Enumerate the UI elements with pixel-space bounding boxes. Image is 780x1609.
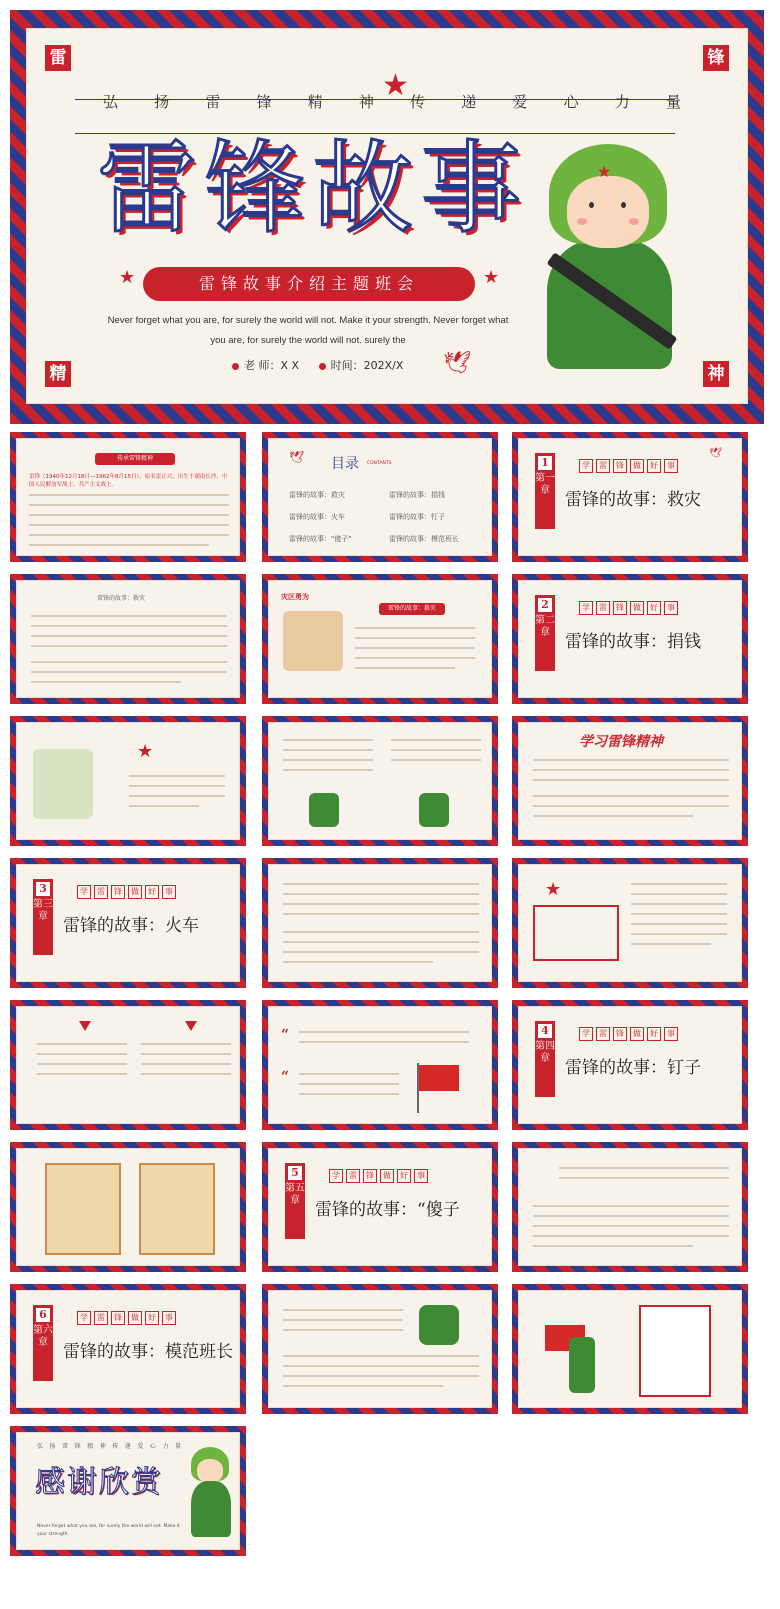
intro-text: 雷锋（1940年12月18日—1962年8月15日），原名雷正兴，出生于湖南长沙，中国人民解放军战士，共产主义战士。 (29, 474, 228, 488)
slide-spirit (512, 716, 748, 846)
toc-item-3[interactable]: 雷锋的故事：火车 (289, 513, 345, 521)
quote-icon: “ (281, 1069, 290, 1085)
cover-paper (26, 28, 748, 404)
eye-icon (589, 202, 594, 208)
soldier-face (567, 176, 649, 248)
slide-story1-image (262, 574, 498, 704)
dot-icon (319, 363, 326, 370)
corner-char-bottom-right: 神 (703, 361, 729, 387)
scroll-panel (45, 1163, 121, 1255)
dove-icon: 🕊 (443, 351, 471, 376)
toc-item-6[interactable]: 雷锋的故事：模范班长 (389, 535, 459, 543)
intro-ribbon: 传承雷锋精神 (95, 453, 175, 465)
soldier-illustration (187, 1447, 233, 1539)
corner-char-top-right: 锋 (703, 45, 729, 71)
toc-title: 目录 (331, 456, 359, 472)
soldier-figure (419, 793, 449, 827)
banner-star-left-icon: ★ (119, 267, 136, 288)
learn-chip: 学 雷 锋 做 好 事 (579, 1027, 678, 1041)
chapter-badge: 3 第三章 (33, 879, 53, 955)
slide-chapter-4 (512, 1000, 748, 1130)
eye-icon (621, 202, 626, 208)
slide-intro (10, 432, 246, 562)
soldiers-image (33, 749, 93, 819)
cheek (577, 218, 587, 225)
chapter-title: 雷锋的故事：救灾 (565, 490, 701, 510)
teacher-line (232, 359, 299, 372)
chapter-title: 雷锋的故事：火车 (63, 916, 199, 936)
slide-story4-a (262, 1000, 498, 1130)
chapter-badge: 5 第五章 (285, 1163, 305, 1239)
thanks-title: 感谢欣赏 (35, 1465, 163, 1500)
slide-story3-a (262, 858, 498, 988)
slide-thanks (10, 1426, 246, 1556)
chapter-title: 雷锋的故事：钉子 (565, 1058, 701, 1078)
time-line (319, 359, 404, 372)
toc-item-1[interactable]: 雷锋的故事：救灾 (289, 491, 345, 499)
flag-icon (419, 1065, 459, 1091)
spirit-title: 学习雷锋精神 (579, 734, 663, 750)
disaster-label: 灾区勇为 (281, 593, 309, 601)
slide-chapter-5 (262, 1142, 498, 1272)
slide-chapter-3 (10, 858, 246, 988)
cover-banner: 雷锋故事介绍主题班会 (143, 267, 475, 301)
thanks-english: Never forget what you are, for surely the world will not. Make it your strength. (37, 1524, 180, 1537)
soldier-figure (309, 793, 339, 827)
chapter-title: 雷锋的故事：捐钱 (565, 632, 701, 652)
chapter-badge: 4 第四章 (535, 1021, 555, 1097)
slide-story1-text (10, 574, 246, 704)
soldier-illustration (537, 144, 687, 374)
slide-chapter-6 (10, 1284, 246, 1414)
learn-chip: 学 雷 锋 做 好 事 (579, 601, 678, 615)
cover-subtitle: 弘扬雷锋精神传递爱心力量 (103, 93, 683, 111)
thanks-subtitle: 弘扬雷锋精神传递爱心力量 (37, 1443, 181, 1450)
slide-story4-b (10, 1142, 246, 1272)
slide-story2-b (262, 716, 498, 846)
slide-chapter-2 (512, 574, 748, 704)
toc-item-2[interactable]: 雷锋的故事：捐钱 (389, 491, 445, 499)
teacher-label: 老 师：X X (244, 359, 300, 372)
toc-item-4[interactable]: 雷锋的故事：钉子 (389, 513, 445, 521)
slide-chapter-1 (512, 432, 748, 562)
firefighter-image (283, 611, 343, 671)
learn-chip: 学 雷 锋 做 好 事 (579, 459, 678, 473)
quote-box (533, 905, 619, 961)
star-icon: ★ (545, 879, 562, 900)
soldier-figure (419, 1305, 459, 1345)
star-icon: ★ (137, 741, 154, 762)
cheek (629, 218, 639, 225)
story1-heading: 雷锋的故事：救灾 (97, 595, 146, 602)
chapter-badge: 1 第一章 (535, 453, 555, 529)
learn-chip: 学 雷 锋 做 好 事 (77, 1311, 176, 1325)
time-label: 时间：202X/X (330, 359, 404, 372)
dove-icon: 🕊 (709, 448, 722, 459)
chapter-badge: 6 第六章 (33, 1305, 53, 1381)
cover-slide (10, 10, 764, 424)
banner-star-right-icon: ★ (483, 267, 500, 288)
slide-story3-b (512, 858, 748, 988)
learn-chip: 学 雷 锋 做 好 事 (329, 1169, 428, 1183)
soldier-figure (569, 1337, 595, 1393)
learn-chip: 学 雷 锋 做 好 事 (77, 885, 176, 899)
quote-icon: “ (281, 1027, 290, 1043)
hat-star-icon: ★ (597, 162, 612, 181)
slide-story3-c (10, 1000, 246, 1130)
chapter-title: 雷锋的故事：“傻子 (315, 1200, 460, 1220)
story1-tag: 雷锋的故事：救灾 (379, 603, 445, 615)
note-card (639, 1305, 711, 1397)
dove-icon: 🕊 (289, 450, 305, 464)
arrow-down-icon (79, 1021, 91, 1031)
slide-story5-a (512, 1142, 748, 1272)
slide-toc (262, 432, 498, 562)
slide-story6-a (262, 1284, 498, 1414)
toc-item-5[interactable]: 雷锋的故事："傻子" (289, 535, 352, 543)
corner-char-bottom-left: 精 (45, 361, 71, 387)
dot-icon (232, 363, 239, 370)
scroll-panel (139, 1163, 215, 1255)
toc-subtitle: CONTANTS (367, 461, 392, 466)
cover-star-icon: ★ (382, 68, 409, 103)
cover-meta (232, 357, 419, 373)
slide-story2-a (10, 716, 246, 846)
cover-english-quote: Never forget what you are, for surely the world will not. Make it your strength. Never forget what you are, for surely the world will not. surely the (107, 315, 509, 346)
chapter-title: 雷锋的故事：模范班长 (63, 1342, 233, 1362)
corner-char-top-left: 雷 (45, 45, 71, 71)
flag-pole (417, 1063, 419, 1113)
arrow-down-icon (185, 1021, 197, 1031)
cover-title: 雷锋故事 (97, 130, 529, 247)
chapter-badge: 2 第二章 (535, 595, 555, 671)
slide-story6-b (512, 1284, 748, 1414)
